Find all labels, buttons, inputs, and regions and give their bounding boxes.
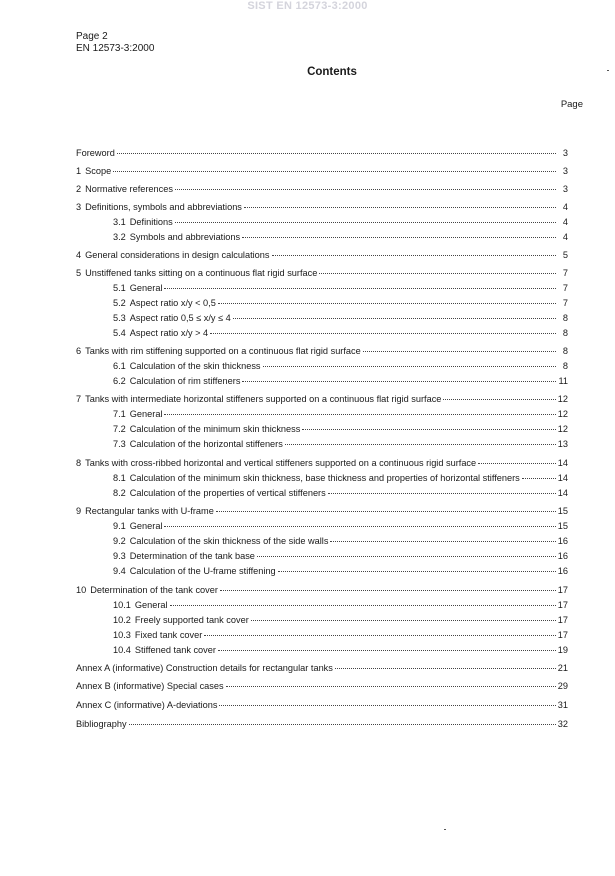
toc-page-number: 12 — [557, 409, 568, 419]
toc-subentry[interactable] — [113, 645, 568, 656]
toc-entry-text — [113, 645, 216, 656]
toc-entry-number: 8.2 — [113, 488, 126, 498]
toc-page-number: 12 — [557, 394, 568, 404]
toc-entry-title: Calculation of the properties of vertical stiffeners — [129, 488, 326, 498]
dot-leader — [257, 556, 556, 557]
toc-entry-text — [76, 166, 111, 177]
dot-leader — [263, 366, 556, 367]
toc-page-number: 29 — [557, 681, 568, 691]
toc-entry-text — [113, 630, 202, 641]
toc-entry-title: Annex A (informative) Construction details for rectangular tanks — [76, 663, 333, 673]
dot-leader — [210, 333, 556, 334]
toc-entry[interactable] — [76, 585, 568, 596]
toc-entry-title: Determination of the tank cover — [90, 585, 218, 595]
toc-entry[interactable] — [76, 148, 568, 159]
dot-leader — [117, 153, 556, 154]
toc-entry-text — [113, 376, 240, 387]
toc-entry-number: 5.1 — [113, 283, 126, 293]
toc-page-number: 8 — [562, 361, 568, 371]
document-id: EN 12573-3:2000 — [76, 43, 155, 54]
toc-entry-title: General — [129, 409, 163, 419]
dot-leader — [242, 237, 556, 238]
toc-page-number: 21 — [557, 663, 568, 673]
toc-entry-title: Tanks with rim stiffening supported on a continuous flat rigid surface — [85, 346, 361, 356]
dot-leader — [175, 222, 556, 223]
toc-page-number: 17 — [557, 615, 568, 625]
toc-page-number: 16 — [557, 551, 568, 561]
toc-entry-title: Determination of the tank base — [129, 551, 255, 561]
dot-leader — [233, 318, 556, 319]
toc-page-number: 4 — [562, 217, 568, 227]
dot-leader — [330, 541, 555, 542]
dot-leader — [219, 705, 555, 706]
toc-entry-number: 10.4 — [113, 645, 131, 655]
dot-leader — [218, 303, 556, 304]
toc-page-number: 7 — [562, 283, 568, 293]
toc-entry-title: Scope — [85, 166, 112, 176]
toc-page-number: 14 — [557, 458, 568, 468]
toc-page-number: 7 — [562, 298, 568, 308]
dot-leader — [220, 590, 556, 591]
toc-entry-title: Calculation of the skin thickness — [129, 361, 261, 371]
toc-entry-text — [76, 506, 214, 517]
toc-entry-title: Calculation of the U-frame stiffening — [129, 566, 276, 576]
toc-entry-text — [76, 268, 317, 279]
toc-subentry[interactable] — [113, 488, 568, 499]
toc-entry-number: 2 — [76, 184, 82, 194]
toc-entry-text — [113, 521, 162, 532]
toc-entry-text — [113, 232, 240, 243]
toc-entry-number: 10.1 — [113, 600, 131, 610]
toc-entry-title: General — [134, 600, 168, 610]
toc-entry-text — [113, 217, 173, 228]
watermark: SIST EN 12573-3:2000 — [247, 0, 368, 12]
toc-entry-title: Bibliography — [76, 719, 127, 729]
toc-subentry[interactable] — [113, 283, 568, 294]
toc-entry[interactable] — [76, 250, 568, 261]
toc-entry-title: Aspect ratio x/y > 4 — [129, 328, 209, 338]
dot-leader — [242, 381, 556, 382]
toc-entry-title: Calculation of the skin thickness of the side walls — [129, 536, 329, 546]
toc-entry-text — [113, 473, 520, 484]
toc-entry-number: 9.1 — [113, 521, 126, 531]
toc-page-number: 3 — [562, 166, 568, 176]
toc-entry-title: Rectangular tanks with U-frame — [85, 506, 214, 516]
toc-entry[interactable] — [76, 458, 568, 469]
dot-leader — [328, 493, 556, 494]
scan-speck — [607, 70, 609, 71]
toc-entry-text — [113, 600, 168, 611]
toc-entry-number: 6 — [76, 346, 82, 356]
toc-page-number: 31 — [557, 700, 568, 710]
toc-page-number: 16 — [557, 536, 568, 546]
page-title: Contents — [307, 66, 357, 78]
toc-entry-text — [113, 328, 208, 339]
toc-entry-title: Annex B (informative) Special cases — [76, 681, 224, 691]
toc-entry-text — [76, 700, 217, 711]
toc-entry-number: 3 — [76, 202, 82, 212]
toc-entry-text — [113, 439, 283, 450]
dot-leader — [443, 399, 555, 400]
toc-entry-number: 7.2 — [113, 424, 126, 434]
toc-entry-text — [76, 585, 218, 596]
dot-leader — [164, 288, 556, 289]
toc-subentry[interactable] — [113, 409, 568, 420]
toc-entry-number: 9.3 — [113, 551, 126, 561]
toc-entry-number: 3.1 — [113, 217, 126, 227]
toc-page-number: 7 — [562, 268, 568, 278]
toc-entry[interactable] — [76, 663, 568, 674]
toc-entry-number: 5.3 — [113, 313, 126, 323]
toc-entry[interactable] — [76, 719, 568, 730]
toc-entry[interactable] — [76, 394, 568, 405]
dot-leader — [302, 429, 555, 430]
toc-entry-text — [76, 250, 270, 261]
toc-entry-text — [113, 536, 328, 547]
dot-leader — [164, 414, 555, 415]
toc-entry-text — [113, 409, 162, 420]
toc-page-number: 5 — [562, 250, 568, 260]
toc-entry-number: 3.2 — [113, 232, 126, 242]
toc-page-number: 3 — [562, 184, 568, 194]
toc-subentry[interactable] — [113, 521, 568, 532]
toc-entry-title: Stiffened tank cover — [134, 645, 216, 655]
toc-entry-title: General considerations in design calculations — [85, 250, 270, 260]
toc-entry-text — [76, 394, 441, 405]
toc-page-number: 17 — [557, 630, 568, 640]
toc-entry-number: 10.3 — [113, 630, 131, 640]
toc-entry-number: 10.2 — [113, 615, 131, 625]
toc-entry-title: Calculation of the horizontal stiffeners — [129, 439, 283, 449]
toc-entry-title: Calculation of the minimum skin thickness, base thickness and properties of horizontal stiffeners — [129, 473, 520, 483]
toc-entry-number: 10 — [76, 585, 87, 595]
toc-entry-number: 5 — [76, 268, 82, 278]
dot-leader — [216, 511, 556, 512]
toc-entry-text — [113, 551, 255, 562]
toc-entry-text — [76, 346, 361, 357]
toc-entry-title: Aspect ratio x/y < 0,5 — [129, 298, 216, 308]
toc-subentry[interactable] — [113, 566, 568, 577]
page-column-header: Page — [560, 99, 583, 110]
toc-entry-title: Freely supported tank cover — [134, 615, 249, 625]
scan-speck — [444, 829, 446, 830]
toc-subentry[interactable] — [113, 232, 568, 243]
dot-leader — [335, 668, 556, 669]
toc-subentry[interactable] — [113, 376, 568, 387]
toc-entry-text — [76, 663, 333, 674]
toc-page-number: 19 — [557, 645, 568, 655]
toc-subentry[interactable] — [113, 424, 568, 435]
toc-page-number: 12 — [557, 424, 568, 434]
toc-subentry[interactable] — [113, 217, 568, 228]
dot-leader — [278, 571, 556, 572]
toc-subentry[interactable] — [113, 615, 568, 626]
toc-entry[interactable] — [76, 506, 568, 517]
toc-page-number: 17 — [557, 600, 568, 610]
toc-entry-number: 9.4 — [113, 566, 126, 576]
toc-entry[interactable] — [76, 202, 568, 213]
toc-entry-number: 5.4 — [113, 328, 126, 338]
dot-leader — [244, 207, 556, 208]
toc-subentry[interactable] — [113, 313, 568, 324]
toc-subentry[interactable] — [113, 536, 568, 547]
toc-subentry[interactable] — [113, 551, 568, 562]
toc-entry[interactable] — [76, 700, 568, 711]
dot-leader — [218, 650, 556, 651]
dot-leader — [164, 526, 555, 527]
toc-entry-text — [76, 184, 173, 195]
dot-leader — [175, 189, 556, 190]
toc-page-number: 13 — [557, 439, 568, 449]
toc-entry[interactable] — [76, 166, 568, 177]
toc-entry-title: Unstiffened tanks sitting on a continuous flat rigid surface — [85, 268, 318, 278]
toc-entry-text — [113, 361, 261, 372]
dot-leader — [272, 255, 557, 256]
dot-leader — [170, 605, 556, 606]
dot-leader — [226, 686, 556, 687]
dot-leader — [319, 273, 556, 274]
toc-entry-number: 9 — [76, 506, 82, 516]
toc-entry-title: Symbols and abbreviations — [129, 232, 241, 242]
dot-leader — [478, 463, 556, 464]
toc-page-number: 15 — [557, 506, 568, 516]
toc-entry-title: Definitions — [129, 217, 173, 227]
toc-entry-text — [113, 566, 276, 577]
dot-leader — [251, 620, 556, 621]
toc-entry[interactable] — [76, 346, 568, 357]
toc-entry-text — [76, 148, 115, 159]
toc-page-number: 17 — [557, 585, 568, 595]
toc-page-number: 8 — [562, 313, 568, 323]
toc-entry[interactable] — [76, 268, 568, 279]
toc-entry-title: Foreword — [76, 148, 115, 158]
dot-leader — [522, 478, 556, 479]
toc-entry-number: 5.2 — [113, 298, 126, 308]
toc-entry-number: 1 — [76, 166, 82, 176]
toc-page-number: 15 — [557, 521, 568, 531]
toc-entry-title: Annex C (informative) A-deviations — [76, 700, 218, 710]
toc-page-number: 11 — [558, 376, 568, 386]
toc-entry-title: Fixed tank cover — [134, 630, 203, 640]
toc-subentry[interactable] — [113, 473, 568, 484]
toc-page-number: 4 — [562, 202, 568, 212]
toc-entry-title: Calculation of rim stiffeners — [129, 376, 241, 386]
dot-leader — [363, 351, 556, 352]
toc-entry[interactable] — [76, 184, 568, 195]
toc-entry-text — [76, 458, 476, 469]
toc-entry-title: Definitions, symbols and abbreviations — [85, 202, 242, 212]
toc-subentry[interactable] — [113, 298, 568, 309]
dot-leader — [204, 635, 555, 636]
toc-subentry[interactable] — [113, 600, 568, 611]
toc-entry-number: 4 — [76, 250, 82, 260]
toc-entry-text — [113, 313, 231, 324]
toc-entry-title: Tanks with intermediate horizontal stiffeners supported on a continuous flat rigid surface — [85, 394, 442, 404]
toc-entry-number: 7 — [76, 394, 82, 404]
toc-subentry[interactable] — [113, 439, 568, 450]
toc-entry-title: Aspect ratio 0,5 ≤ x/y ≤ 4 — [129, 313, 231, 323]
toc-page-number: 14 — [557, 488, 568, 498]
toc-page-number: 8 — [562, 346, 568, 356]
toc-entry-number: 6.2 — [113, 376, 126, 386]
dot-leader — [129, 724, 556, 725]
toc-entry-number: 8.1 — [113, 473, 126, 483]
toc-entry-title: Calculation of the minimum skin thickness — [129, 424, 301, 434]
toc-entry-text — [113, 488, 326, 499]
toc-entry[interactable] — [76, 681, 568, 692]
toc-page-number: 4 — [562, 232, 568, 242]
toc-entry-text — [76, 719, 127, 730]
toc-entry-text — [76, 202, 242, 213]
toc-entry-number: 7.1 — [113, 409, 126, 419]
toc-entry-title: Tanks with cross-ribbed horizontal and vertical stiffeners supported on a continuous rigid surface — [85, 458, 477, 468]
toc-subentry[interactable] — [113, 630, 568, 641]
toc-entry-text — [76, 681, 224, 692]
toc-entry-text — [113, 298, 216, 309]
toc-page-number: 14 — [557, 473, 568, 483]
toc-subentry[interactable] — [113, 328, 568, 339]
toc-page-number: 8 — [562, 328, 568, 338]
toc-entry-title: Normative references — [85, 184, 173, 194]
toc-entry-number: 6.1 — [113, 361, 126, 371]
toc-entry-title: General — [129, 283, 163, 293]
toc-page-number: 16 — [557, 566, 568, 576]
dot-leader — [113, 171, 556, 172]
toc-entry-number: 9.2 — [113, 536, 126, 546]
toc-entry-number: 7.3 — [113, 439, 126, 449]
toc-entry-text — [113, 615, 249, 626]
toc-entry-number: 8 — [76, 458, 82, 468]
toc-subentry[interactable] — [113, 361, 568, 372]
dot-leader — [285, 444, 556, 445]
toc-entry-text — [113, 283, 162, 294]
toc-entry-text — [113, 424, 300, 435]
page-number-label: Page 2 — [76, 31, 108, 42]
toc-page-number: 3 — [562, 148, 568, 158]
toc-entry-title: General — [129, 521, 163, 531]
toc-page-number: 32 — [557, 719, 568, 729]
